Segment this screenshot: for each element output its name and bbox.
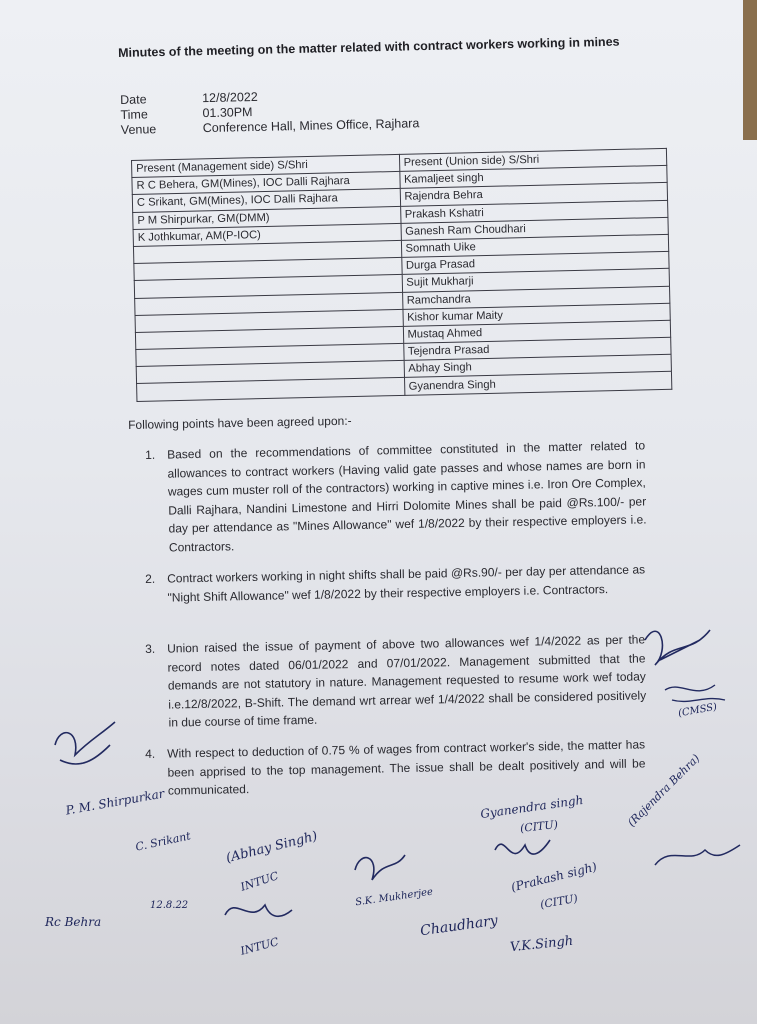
signature-shirpurkar: P. M. Shirpurkar [64, 786, 166, 818]
union-cell: Mustaq Ahmed [403, 320, 671, 343]
union-cell: Kamaljeet singh [399, 166, 667, 189]
signature-abhay-singh: (Abhay Singh) [224, 828, 320, 867]
union-cell: Gyanendra Singh [404, 372, 672, 395]
signature-chaudhary: Chaudhary [419, 912, 499, 940]
header-management: Present (Management side) S/Shri [132, 154, 400, 177]
signature-srikant: C. Srikant [134, 829, 192, 854]
point-number: 1. [145, 447, 156, 462]
signature-behra: Rc Behra [45, 915, 102, 929]
signature-citu-2: (CITU) [539, 891, 579, 912]
signature-rajendra-behra: (Rajendra Behra) [625, 751, 703, 830]
initial-scribble-mid2 [495, 840, 550, 854]
initial-scribble-left [55, 722, 115, 764]
background-edge [743, 0, 757, 140]
signature-mukherjee: S.K. Mukherjee [354, 886, 434, 909]
point-number: 3. [145, 641, 156, 656]
management-cell: C Srikant, GM(Mines), IOC Dalli Rajhara [132, 189, 400, 212]
union-cell: Ramchandra [402, 286, 670, 309]
agreement-point-2 [145, 560, 646, 607]
signature-citu-1: (CITU) [519, 818, 559, 835]
union-cell: Durga Prasad [401, 251, 669, 274]
union-cell: Tejendra Prasad [403, 337, 671, 360]
signature-intuc-1: INTUC [238, 869, 281, 894]
management-cell: K Jothkumar, AM(P-IOC) [133, 223, 401, 246]
signature-prakash: (Prakash sigh) [509, 859, 599, 895]
point-text: With respect to deduction of 0.75 % of wages from contract worker's side, the matter has been apprised to the top management. The issue shall be dealt positively and will be communicated. [167, 737, 646, 798]
agreement-point-1 [145, 436, 647, 557]
point-number: 2. [145, 571, 156, 586]
union-cell: Rajendra Behra [400, 183, 668, 206]
agreement-point-3 [145, 630, 647, 733]
meta-label: Venue [120, 122, 157, 137]
signature-intuc-2: INTUC [238, 935, 281, 958]
meta-value: Conference Hall, Mines Office, Rajhara [202, 116, 420, 136]
signature-vk-singh: V.K.Singh [509, 933, 574, 956]
attendance-table [131, 148, 672, 402]
initial-scribble-top-right [645, 630, 710, 665]
signature-date: 12.8.22 [150, 900, 189, 911]
meta-label: Time [120, 107, 148, 122]
union-cell: Abhay Singh [404, 355, 672, 378]
union-cell: Sujit Mukharji [402, 269, 670, 292]
initial-scribble-cmss [665, 685, 725, 701]
agreed-heading: Following points have been agreed upon:- [128, 413, 352, 432]
signature-gyanendra-singh: Gyanendra singh [479, 792, 585, 822]
point-text: Based on the recommendations of committee constituted in the matter related to allowances to contract workers (Having valid gate passes and whose names are born in wages cum muster roll of the contractors) working in captive mines i.e. Iron Ore Complex, Dalli Rajhara, Nandini Limestone and Hirri Dolomite Mines shall be paid @Rs.100/- per day per attendance as "Mines Allowance" wef 1/8/2022 by their respective employers i.e. Contractors. [167, 438, 647, 555]
union-cell: Ganesh Ram Choudhari [401, 217, 669, 240]
point-text: Contract workers working in night shifts shall be paid @Rs.90/- per day per attendance as "Night Shift Allowance" wef 1/8/2022 by their respective employers i.e. Contractors. [167, 562, 646, 605]
union-cell: Kishor kumar Maity [402, 303, 670, 326]
point-number: 4. [145, 746, 156, 761]
signature-cmss: (CMSS) [677, 701, 718, 720]
initial-scribble-bottom-left [225, 905, 292, 916]
management-cell: R C Behera, GM(Mines), IOC Dalli Rajhara [132, 172, 400, 195]
management-cell: P M Shirpurkar, GM(DMM) [133, 206, 401, 229]
meeting-details [120, 86, 419, 138]
document-title: Minutes of the meeting on the matter related with contract workers working in mines [118, 34, 620, 60]
meta-label: Date [120, 92, 147, 107]
header-union: Present (Union side) S/Shri [399, 148, 667, 171]
initial-scribble-right [655, 845, 740, 865]
point-text: Union raised the issue of payment of above two allowances wef 1/4/2022 as per the record notes dated 06/01/2022 and 07/01/2022. Management submitted that the demands are not statutory in nature. Management requested to resume work wef today i.e.12/8/2022, B-Shift. The demand wrt arrear wef 1/4/2022 shall be considered positively in due course of time frame. [167, 632, 647, 730]
meta-value: 01.30PM [202, 105, 253, 121]
agreement-point-4 [145, 735, 646, 800]
union-cell: Prakash Kshatri [400, 200, 668, 223]
meta-value: 12/8/2022 [201, 89, 258, 106]
initial-scribble-middle [355, 855, 405, 880]
union-cell: Somnath Uike [401, 234, 669, 257]
